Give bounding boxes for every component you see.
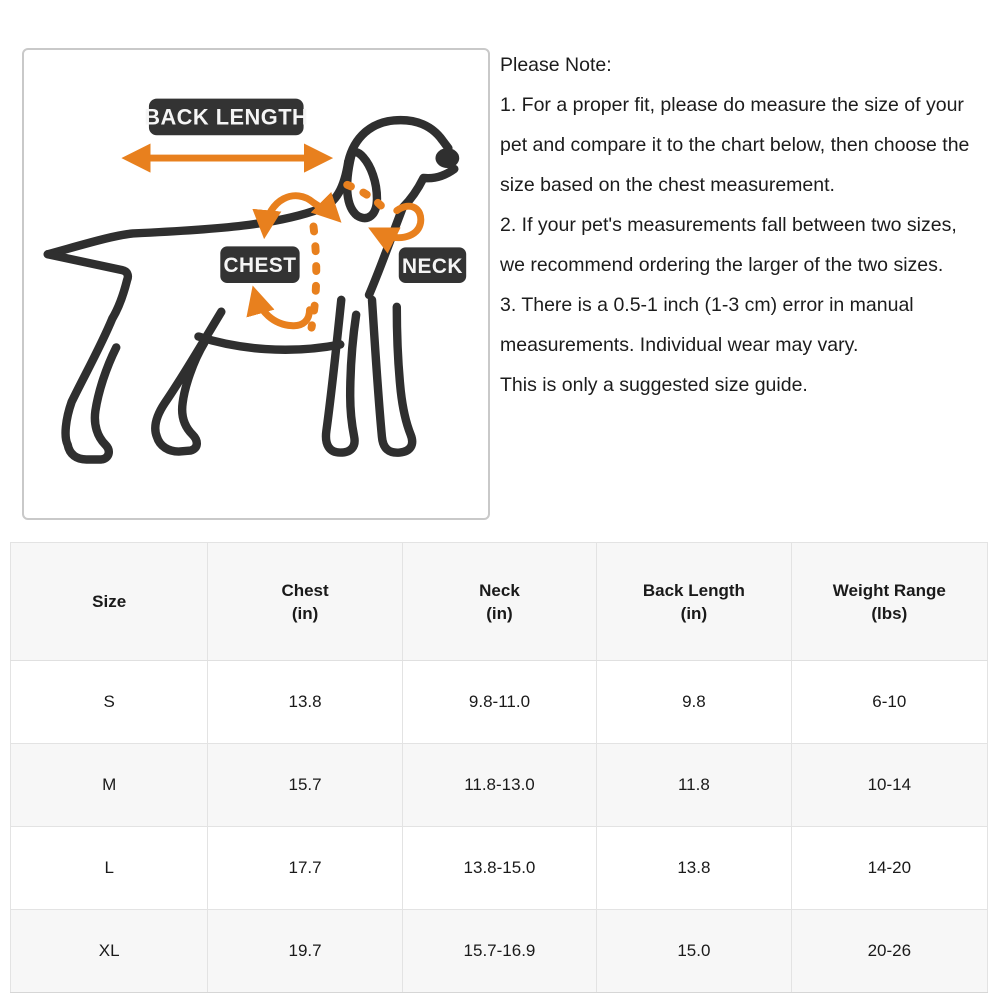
dog-diagram-svg — [24, 50, 488, 518]
cell-back-length: 13.8 — [597, 827, 791, 910]
chest-label — [220, 246, 299, 283]
chest-bottom-arc-arrow — [255, 294, 310, 326]
chest-label-text: CHEST — [223, 254, 297, 278]
size-chart-table — [10, 542, 988, 993]
table-header-row — [11, 543, 988, 661]
cell-back-length: 15.0 — [597, 910, 791, 993]
dog-illustration — [48, 120, 459, 459]
dog-tail-rump-far-hind-leg — [48, 254, 128, 459]
table-row-m — [11, 744, 988, 827]
note-line: size based on the chest measurement. — [500, 174, 835, 196]
cell-neck: 15.7-16.9 — [402, 910, 596, 993]
dog-far-front-leg — [326, 300, 356, 453]
cell-weight: 10-14 — [791, 744, 987, 827]
neck-label — [399, 247, 466, 283]
cell-chest: 19.7 — [208, 910, 402, 993]
note-line: measurements. Individual wear may vary. — [500, 334, 859, 356]
cell-neck: 13.8-15.0 — [402, 827, 596, 910]
header-cell-chest: Chest (in) — [208, 543, 402, 661]
notes-block — [500, 45, 1000, 405]
notes-title: Please Note: — [500, 54, 612, 76]
header-cell-weight-range: Weight Range (lbs) — [791, 543, 987, 661]
back-length-label — [144, 99, 308, 136]
cell-size: M — [11, 744, 208, 827]
cell-back-length: 9.8 — [597, 661, 791, 744]
table-row-l — [11, 827, 988, 910]
note-line: 3. There is a 0.5-1 inch (1-3 cm) error in manual — [500, 294, 914, 316]
note-line: 2. If your pet's measurements fall between two sizes, — [500, 214, 957, 236]
dog-belly-line — [198, 337, 340, 350]
note-line: 1. For a proper fit, please do measure the size of your — [500, 94, 964, 116]
header-cell-size: Size — [11, 543, 208, 661]
cell-chest: 17.7 — [208, 827, 402, 910]
neck-label-text: NECK — [401, 255, 463, 279]
note-line: we recommend ordering the larger of the two sizes. — [500, 254, 944, 276]
cell-neck: 9.8-11.0 — [402, 661, 596, 744]
cell-chest: 13.8 — [208, 661, 402, 744]
cell-size: XL — [11, 910, 208, 993]
dog-nose — [435, 148, 459, 168]
back-length-label-text: BACK LENGTH — [144, 104, 309, 130]
dog-near-hind-leg — [155, 312, 221, 452]
cell-weight: 6-10 — [791, 661, 987, 744]
note-line: pet and compare it to the chart below, then choose the — [500, 134, 970, 156]
note-line: This is only a suggested size guide. — [500, 374, 808, 396]
table-row-xl — [11, 910, 988, 993]
cell-neck: 11.8-13.0 — [402, 744, 596, 827]
dog-back-line — [48, 162, 348, 254]
table-row-s — [11, 661, 988, 744]
header-cell-neck: Neck (in) — [402, 543, 596, 661]
dog-near-front-leg — [372, 300, 412, 453]
header-cell-back-length: Back Length (in) — [597, 543, 791, 661]
cell-weight: 14-20 — [791, 827, 987, 910]
cell-back-length: 11.8 — [597, 744, 791, 827]
cell-chest: 15.7 — [208, 744, 402, 827]
cell-size: L — [11, 827, 208, 910]
dog-measurement-diagram — [22, 48, 490, 520]
cell-size: S — [11, 661, 208, 744]
cell-weight: 20-26 — [791, 910, 987, 993]
